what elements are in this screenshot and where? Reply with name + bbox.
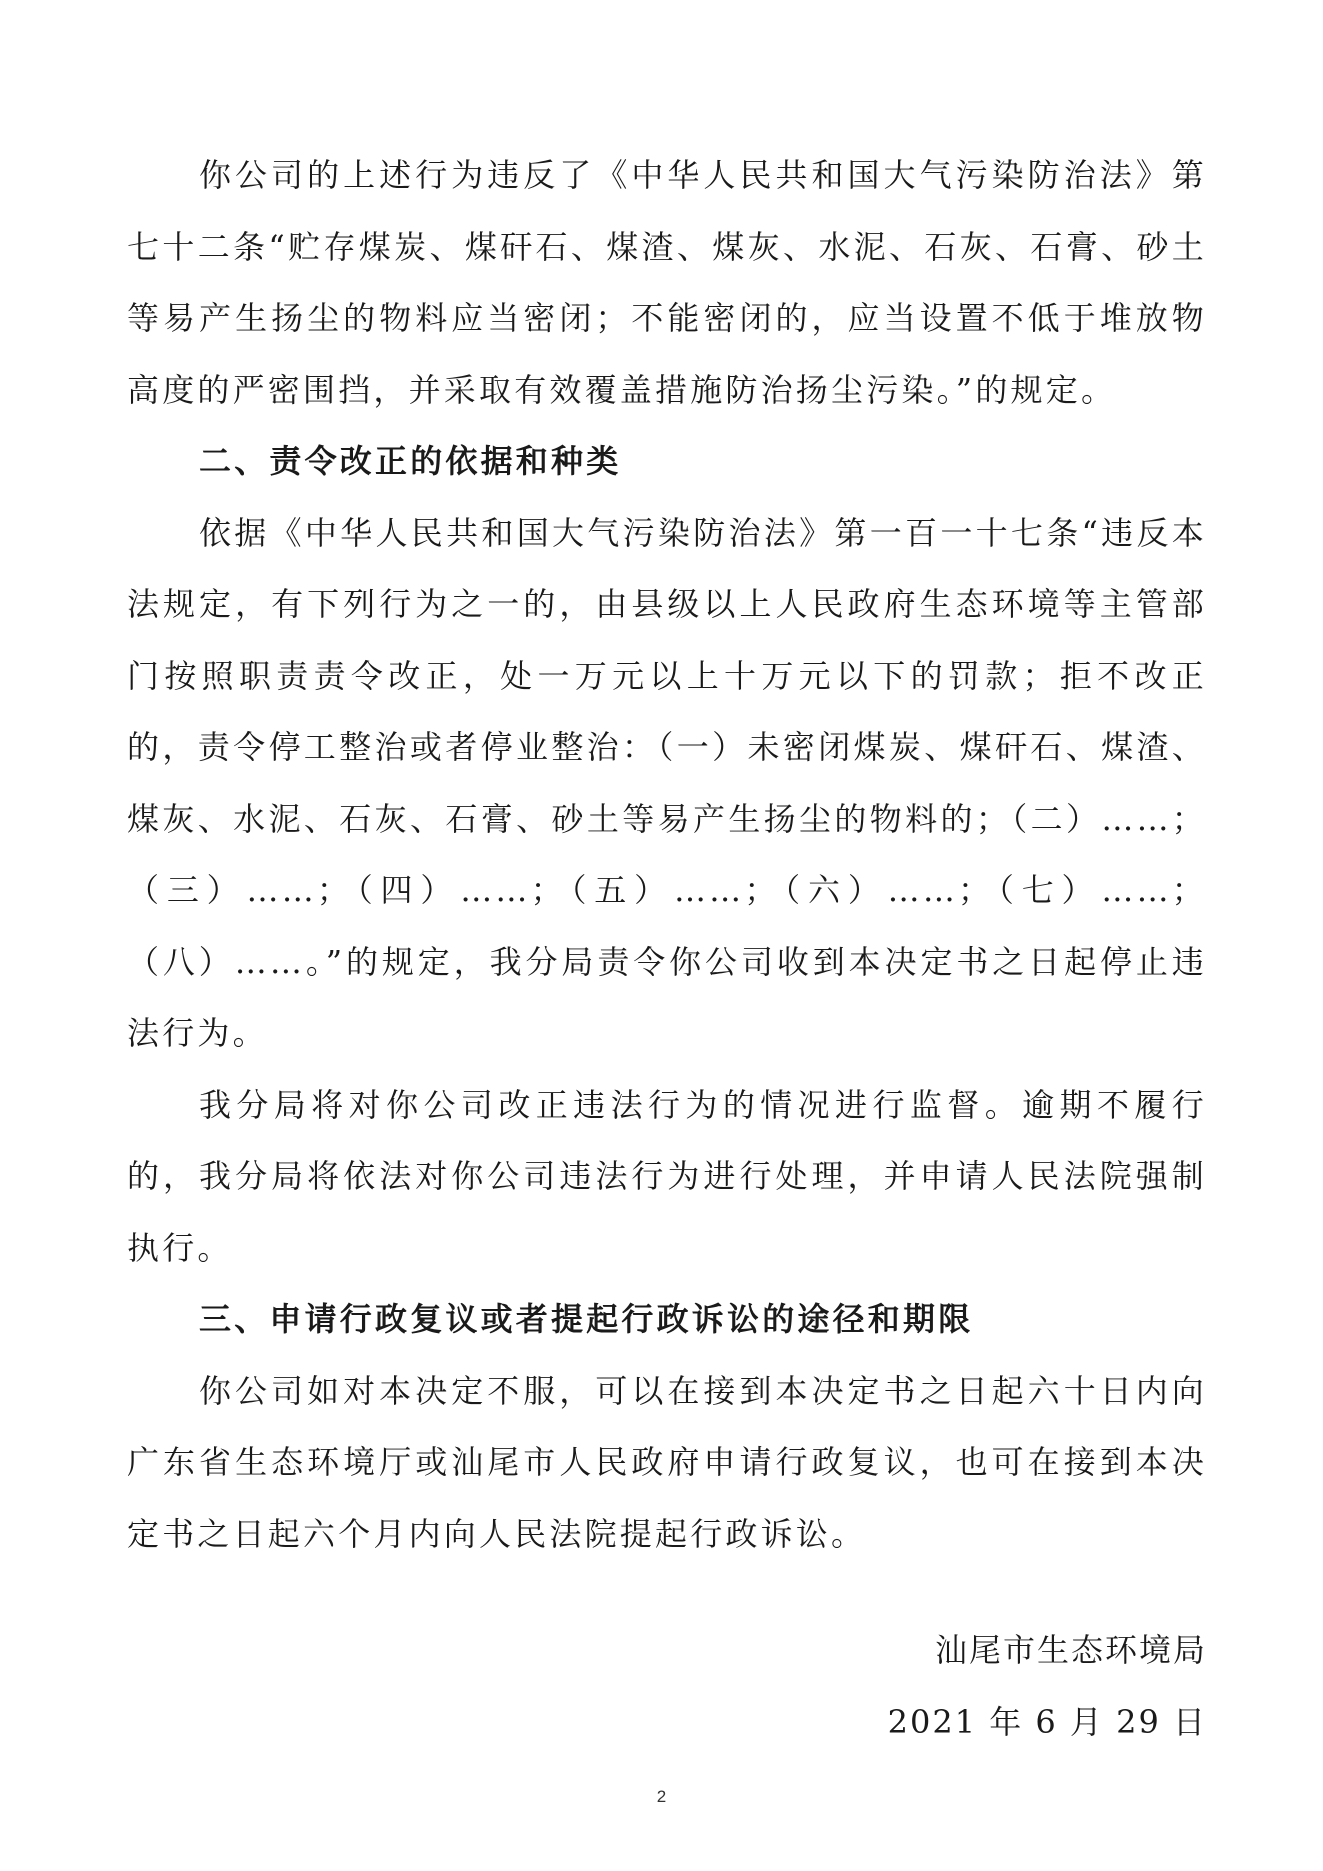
document-body (127, 140, 1207, 1570)
paragraph-supervision: 我分局将对你公司改正违法行为的情况进行监督。逾期不履行的，我分局将依法对你公司违法行为进行处理，并申请人民法院强制执行。 (127, 1085, 1207, 1267)
page-number: 2 (656, 1787, 667, 1806)
paragraph-violation: 你公司的上述行为违反了《中华人民共和国大气污染防治法》第七十二条“贮存煤炭、煤矸石、煤渣、煤灰、水泥、石灰、石膏、砂土等易产生扬尘的物料应当密闭；不能密闭的，应当设置不低于堆放物高度的严密围挡，并采取有效覆盖措施防治扬尘污染。”的规定。 (127, 156, 1207, 409)
section-heading-3: 三、申请行政复议或者提起行政诉讼的途径和期限 (199, 1300, 974, 1338)
issuing-organization: 汕尾市生态环境局 (934, 1631, 1207, 1669)
signature-block (888, 1614, 1207, 1758)
paragraph-basis: 依据《中华人民共和国大气污染防治法》第一百一十七条“违反本法规定，有下列行为之一的，由县级以上人民政府生态环境等主管部门按照职责责令改正，处一万元以上十万元以下的罚款；拒不改正的，责令停工整治或者停业整治：（一）未密闭煤炭、煤矸石、煤渣、煤灰、水泥、石灰、石膏、砂土等易产生扬尘的物料的；（二）……；（三）……；（四）……；（五）……；（六）……；（七）……；（八）……。”的规定，我分局责令你公司收到本决定书之日起停止违法行为。 (127, 513, 1207, 1052)
paragraph-appeal: 你公司如对本决定不服，可以在接到本决定书之日起六十日内向广东省生态环境厅或汕尾市人民政府申请行政复议，也可在接到本决定书之日起六个月内向人民法院提起行政诉讼。 (127, 1371, 1207, 1553)
section-heading-2: 二、责令改正的依据和种类 (199, 442, 622, 480)
issue-date: 2021 年 6 月 29 日 (887, 1703, 1207, 1741)
